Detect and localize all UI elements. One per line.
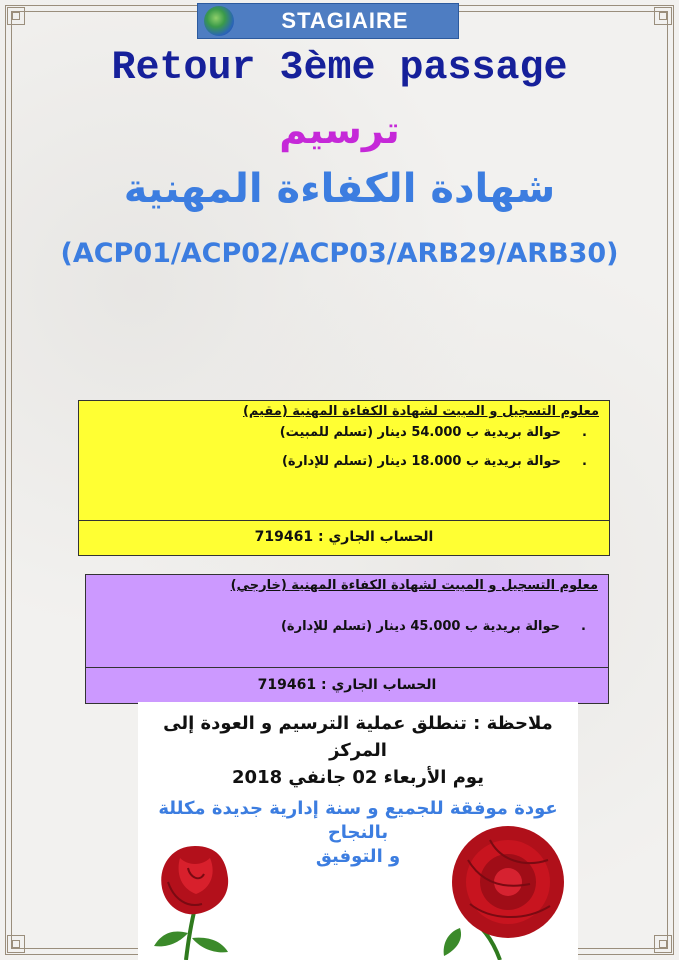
program-codes: (ACP01/ACP02/ACP03/ARB29/ARB30) bbox=[60, 238, 619, 269]
page-title: Retour 3ème passage bbox=[111, 46, 568, 91]
payment-item: حوالة بريدية ب 45.000 دينار (تسلم للإدارة) bbox=[280, 619, 560, 634]
note-line-1: ملاحظة : تنطلق عملية الترسيم و العودة إلى المركز bbox=[163, 713, 553, 761]
bullet: . bbox=[582, 425, 587, 440]
rose-icon bbox=[140, 838, 250, 960]
external-fees-box bbox=[85, 574, 609, 704]
payment-item: حوالة بريدية ب 18.000 دينار (تسلم للإدارة) bbox=[281, 454, 561, 469]
resident-account-row bbox=[79, 521, 609, 555]
stagiaire-logo bbox=[197, 3, 459, 39]
logo-text: STAGIAIRE bbox=[281, 8, 409, 33]
subtitle-registration: ترسيم bbox=[279, 108, 400, 152]
resident-fees-box bbox=[78, 400, 610, 556]
payment-item: حوالة بريدية ب 54.000 دينار (تسلم للمبيت) bbox=[279, 425, 561, 440]
external-fees-heading: معلوم التسجيل و المبيت لشهادة الكفاءة المهنية (خارجي) bbox=[230, 578, 598, 593]
bullet: . bbox=[582, 454, 587, 469]
resident-fees-details bbox=[79, 401, 609, 521]
wishes-line-1: عودة موفقة للجميع و سنة إدارية جديدة مكللة بالنجاح bbox=[158, 798, 558, 843]
external-account-row bbox=[86, 668, 608, 703]
resident-fees-heading: معلوم التسجيل و المبيت لشهادة الكفاءة المهنية (مقيم) bbox=[242, 404, 599, 419]
external-fees-details bbox=[86, 575, 608, 668]
account-number: الحساب الجاري : 719461 bbox=[257, 677, 437, 693]
account-number: الحساب الجاري : 719461 bbox=[254, 529, 434, 545]
list-item bbox=[79, 454, 609, 469]
list-item bbox=[86, 619, 608, 634]
globe-icon bbox=[204, 6, 234, 36]
note-line-2: يوم الأربعاء 02 جانفي 2018 bbox=[232, 767, 484, 788]
wishes-line-2: و التوفيق bbox=[315, 846, 401, 867]
note-text bbox=[138, 710, 578, 791]
bullet: . bbox=[581, 619, 586, 634]
rose-icon bbox=[440, 820, 570, 960]
list-item bbox=[79, 425, 609, 440]
subtitle-certificate: شهادة الكفاءة المهنية bbox=[123, 166, 556, 212]
